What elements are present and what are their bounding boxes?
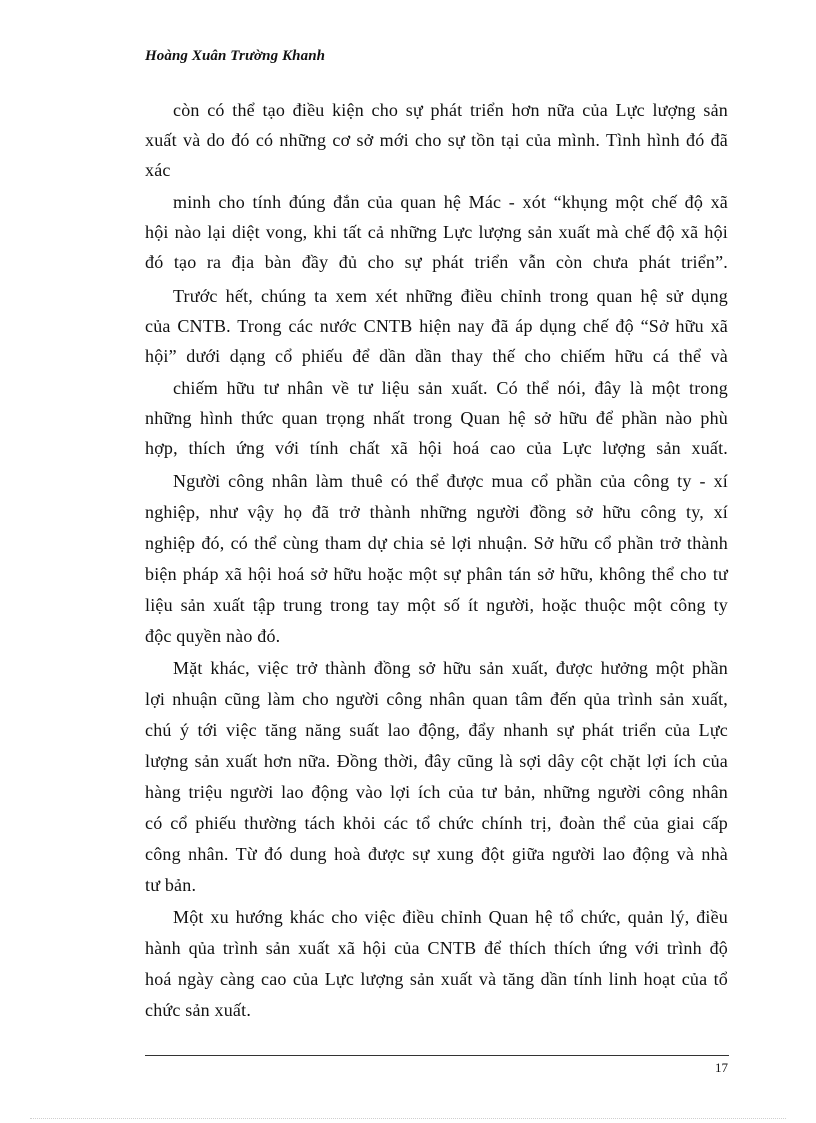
text-line: hội nào lại diệt vong, khi tất cả những Lực lượng sản xuất mà chế độ xã hội [145, 222, 728, 242]
text-line: còn có thể tạo điều kiện cho sự phát triển hơn nữa của Lực lượng sản [173, 100, 728, 120]
text-line: công nhân. Từ đó dung hoà được sự xung đột giữa người lao động và nhà [145, 844, 728, 864]
text-line: những hình thức quan trọng nhất trong Quan hệ sở hữu để phần nào phù [145, 408, 728, 428]
text-line: lợi nhuận cũng làm cho người công nhân quan tâm đến qủa trình sản xuất, [145, 689, 728, 709]
text-line: lượng sản xuất hơn nữa. Đồng thời, đây cũng là sợi dây cột chặt lợi ích của [145, 751, 728, 771]
text-line: chức sản xuất. [145, 1000, 252, 1020]
text-line: Trước hết, chúng ta xem xét những điều chỉnh trong quan hệ sử dụng [173, 286, 728, 306]
text-line: đó tạo ra địa bàn đầy đủ cho sự phát triển vẫn còn chưa phát triển”. [145, 252, 728, 272]
footer-divider [145, 1055, 729, 1056]
text-line: xác [145, 160, 171, 180]
text-line: có cổ phiếu thường tách khỏi các tổ chức chính trị, đoàn thể của giai cấp [145, 813, 728, 833]
text-line: hội” dưới dạng cổ phiếu để dần dần thay thế cho chiếm hữu cá thể và [145, 346, 728, 366]
text-line: liệu sản xuất tập trung trong tay một số ít người, hoặc thuộc một công ty [145, 595, 728, 615]
text-line: hợp, thích ứng với tính chất xã hội hoá cao của Lực lượng sản xuất. [145, 438, 728, 458]
text-line: Một xu hướng khác cho việc điều chỉnh Quan hệ tổ chức, quản lý, điều [173, 907, 728, 927]
text-line: chiếm hữu tư nhân về tư liệu sản xuất. Có thể nói, đây là một trong [173, 378, 728, 398]
text-line: xuất và do đó có những cơ sở mới cho sự tồn tại của mình. Tình hình đó đã [145, 130, 728, 150]
text-line: minh cho tính đúng đắn của quan hệ Mác - xót “khụng một chế độ xã [173, 192, 728, 212]
text-line: Người công nhân làm thuê có thể được mua cổ phần của công ty - xí [173, 471, 728, 491]
text-line: nghiệp, như vậy họ đã trở thành những người đồng sở hữu công ty, xí [145, 502, 728, 522]
text-line: nghiệp đó, có thể cùng tham dự chia sẻ lợi nhuận. Sở hữu cổ phần trở thành [145, 533, 728, 553]
text-line: biện pháp xã hội hoá sở hữu hoặc một sự phân tán sở hữu, không thể cho tư [145, 564, 728, 584]
header-author-name: Hoàng Xuân Trường Khanh [145, 48, 326, 64]
text-line: Mặt khác, việc trở thành đồng sở hữu sản xuất, được hưởng một phần [173, 658, 728, 678]
text-line: của CNTB. Trong các nước CNTB hiện nay đã áp dụng chế độ “Sở hữu xã [145, 316, 728, 336]
text-line: chú ý tới việc tăng năng suất lao động, đẩy nhanh sự phát triển của Lực [145, 720, 728, 740]
text-line: hành qủa trình sản xuất xã hội của CNTB để thích thích ứng với trình độ [145, 938, 728, 958]
text-line: tư bản. [145, 875, 197, 895]
text-line: hàng triệu người lao động vào lợi ích của tư bản, những người công nhân [145, 782, 728, 802]
page-number: 17 [715, 1060, 728, 1075]
text-line: độc quyền nào đó. [145, 626, 281, 646]
page-bottom-dotted-border [30, 1118, 786, 1119]
text-line: hoá ngày càng cao của Lực lượng sản xuất và tăng dần tính linh hoạt của tổ [145, 969, 728, 989]
